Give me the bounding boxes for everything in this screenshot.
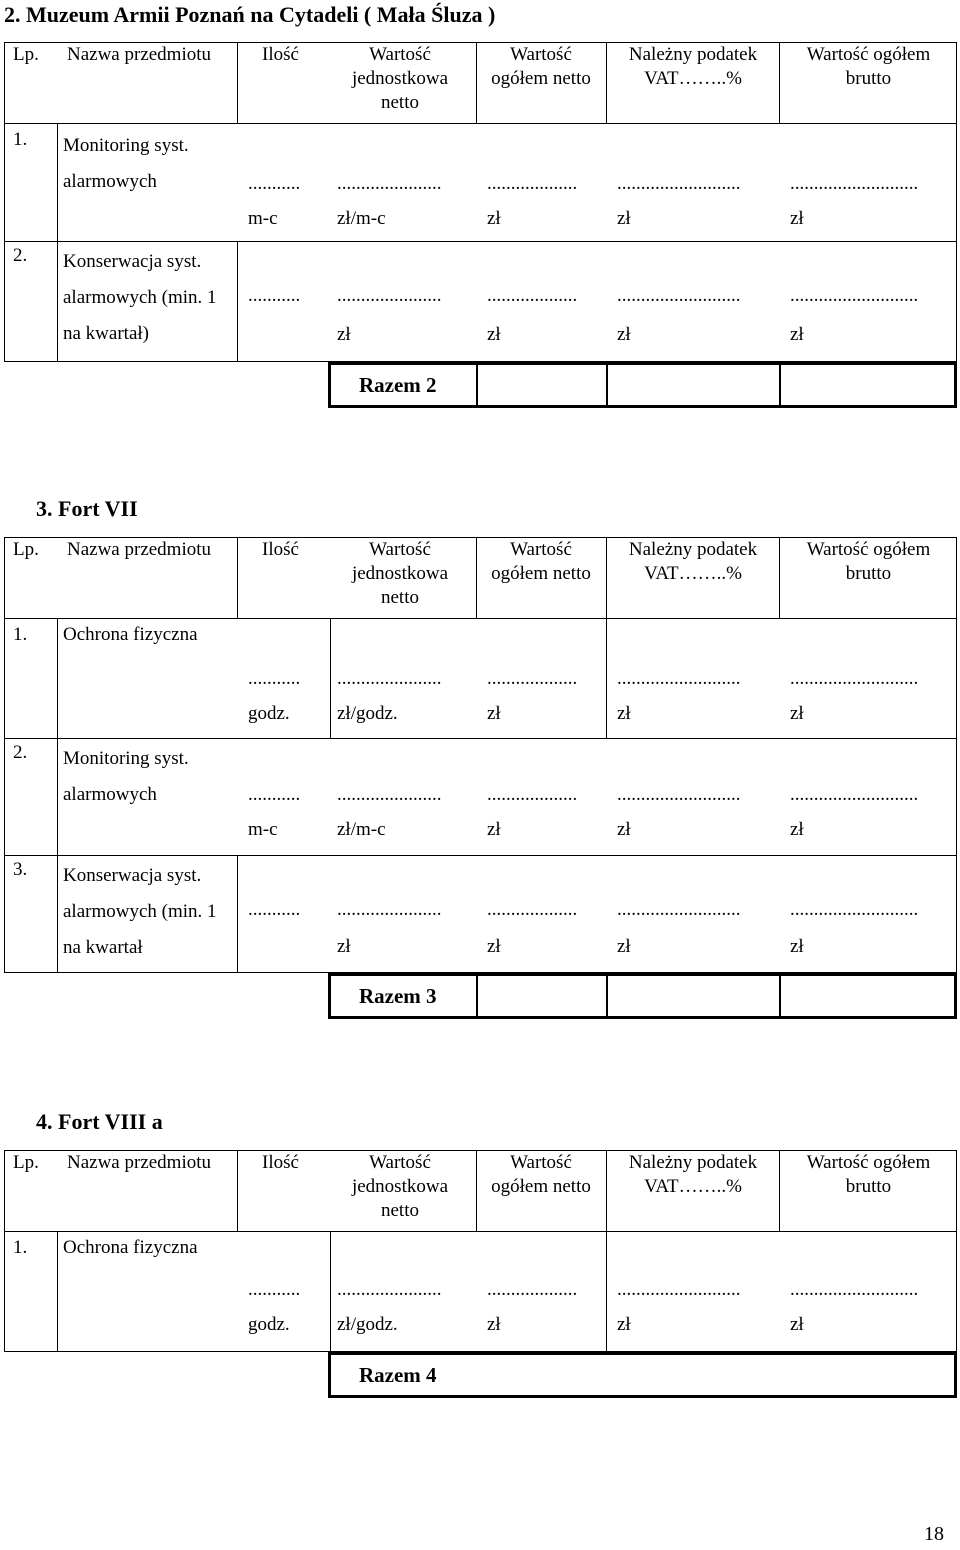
gross-field: ........................... (790, 285, 919, 306)
row-lp: 3. (13, 859, 28, 880)
unit-label: zł (487, 1314, 501, 1335)
qty-field: ........... (248, 899, 301, 920)
header-gross: Wartość ogółem brutto (806, 539, 931, 584)
gross-field: ........................... (790, 173, 919, 194)
unit-label: zł (617, 1314, 631, 1335)
section-title: 4. Fort VIII a (36, 1109, 163, 1134)
total-row (328, 1352, 957, 1398)
total-label: Razem 2 (359, 373, 437, 397)
unit-label: zł (790, 1314, 804, 1335)
net-total-field: ................... (487, 1279, 578, 1300)
unit-label: m-c (248, 208, 278, 229)
table-row (4, 619, 957, 739)
header-unit-value: Wartość jednostkowa netto (351, 44, 449, 113)
header-name: Nazwa przedmiotu (67, 1152, 212, 1173)
table-row (4, 1232, 957, 1352)
table-row (4, 856, 957, 973)
unit-label: zł (790, 819, 804, 840)
unit-value-field: ...................... (337, 668, 442, 689)
total-row (328, 362, 957, 408)
row-lp: 2. (13, 742, 28, 763)
table-row (4, 739, 957, 856)
header-net-total: Wartość ogółem netto (491, 44, 591, 89)
qty-field: ........... (248, 1279, 301, 1300)
unit-label: zł (617, 819, 631, 840)
header-lp: Lp. (13, 1152, 39, 1173)
row-lp: 1. (13, 624, 28, 645)
unit-label: zł (617, 703, 631, 724)
header-lp: Lp. (13, 44, 39, 65)
unit-label: zł (617, 936, 631, 957)
unit-label: zł (617, 208, 631, 229)
header-qty: Ilość (262, 44, 299, 65)
total-label: Razem 3 (359, 984, 437, 1008)
row-lp: 1. (13, 129, 28, 150)
total-row (328, 973, 957, 1019)
header-vat: Należny podatek VAT……..% (628, 1152, 758, 1197)
table-row (4, 242, 957, 362)
unit-label: zł (790, 936, 804, 957)
row-name: Konserwacja syst. alarmowych (min. 1 na kwartał (63, 865, 217, 958)
unit-label: zł (790, 324, 804, 345)
unit-label: zł (487, 208, 501, 229)
unit-label: m-c (248, 819, 278, 840)
row-name: Konserwacja syst. alarmowych (min. 1 na kwartał) (63, 251, 217, 344)
header-vat: Należny podatek VAT……..% (628, 539, 758, 584)
qty-field: ........... (248, 784, 301, 805)
unit-label: zł/m-c (337, 208, 386, 229)
header-vat: Należny podatek VAT……..% (628, 44, 758, 89)
vat-field: .......................... (617, 285, 741, 306)
net-total-field: ................... (487, 784, 578, 805)
table-header (4, 1150, 957, 1232)
gross-field: ........................... (790, 1279, 919, 1300)
unit-label: zł (617, 324, 631, 345)
unit-value-field: ...................... (337, 1279, 442, 1300)
gross-field: ........................... (790, 784, 919, 805)
header-gross: Wartość ogółem brutto (806, 44, 931, 89)
header-name: Nazwa przedmiotu (67, 44, 212, 65)
unit-label: zł/godz. (337, 703, 398, 724)
row-name: Monitoring syst. alarmowych (63, 748, 189, 805)
unit-label: godz. (248, 1314, 290, 1335)
header-gross: Wartość ogółem brutto (806, 1152, 931, 1197)
header-lp: Lp. (13, 539, 39, 560)
table-header (4, 537, 957, 619)
section-title: 2. Muzeum Armii Poznań na Cytadeli ( Mała Śluza ) (4, 2, 496, 27)
net-total-field: ................... (487, 668, 578, 689)
header-qty: Ilość (262, 1152, 299, 1173)
header-unit-value: Wartość jednostkowa netto (351, 539, 449, 608)
header-net-total: Wartość ogółem netto (491, 539, 591, 584)
qty-field: ........... (248, 285, 301, 306)
row-name: Ochrona fizyczna (63, 624, 198, 645)
vat-field: .......................... (617, 899, 741, 920)
header-qty: Ilość (262, 539, 299, 560)
net-total-field: ................... (487, 899, 578, 920)
total-label: Razem 4 (359, 1363, 437, 1387)
unit-label: zł (487, 936, 501, 957)
table-header (4, 42, 957, 124)
unit-label: zł (337, 936, 351, 957)
unit-value-field: ...................... (337, 899, 442, 920)
unit-label: zł (487, 324, 501, 345)
header-unit-value: Wartość jednostkowa netto (351, 1152, 449, 1221)
unit-label: zł (337, 324, 351, 345)
qty-field: ........... (248, 668, 301, 689)
section-title: 3. Fort VII (36, 496, 138, 521)
row-name: Monitoring syst. alarmowych (63, 135, 189, 192)
unit-label: zł (790, 703, 804, 724)
unit-label: zł (487, 819, 501, 840)
vat-field: .......................... (617, 668, 741, 689)
row-lp: 2. (13, 245, 28, 266)
vat-field: .......................... (617, 1279, 741, 1300)
gross-field: ........................... (790, 668, 919, 689)
unit-label: zł (487, 703, 501, 724)
unit-label: zł (790, 208, 804, 229)
unit-label: godz. (248, 703, 290, 724)
unit-value-field: ...................... (337, 784, 442, 805)
unit-value-field: ...................... (337, 285, 442, 306)
net-total-field: ................... (487, 173, 578, 194)
qty-field: ........... (248, 173, 301, 194)
unit-value-field: ...................... (337, 173, 442, 194)
unit-label: zł/m-c (337, 819, 386, 840)
table-row (4, 124, 957, 242)
header-net-total: Wartość ogółem netto (491, 1152, 591, 1197)
gross-field: ........................... (790, 899, 919, 920)
vat-field: .......................... (617, 784, 741, 805)
header-name: Nazwa przedmiotu (67, 539, 212, 560)
row-lp: 1. (13, 1237, 28, 1258)
unit-label: zł/godz. (337, 1314, 398, 1335)
row-name: Ochrona fizyczna (63, 1237, 198, 1258)
net-total-field: ................... (487, 285, 578, 306)
page-number: 18 (924, 1523, 944, 1545)
vat-field: .......................... (617, 173, 741, 194)
